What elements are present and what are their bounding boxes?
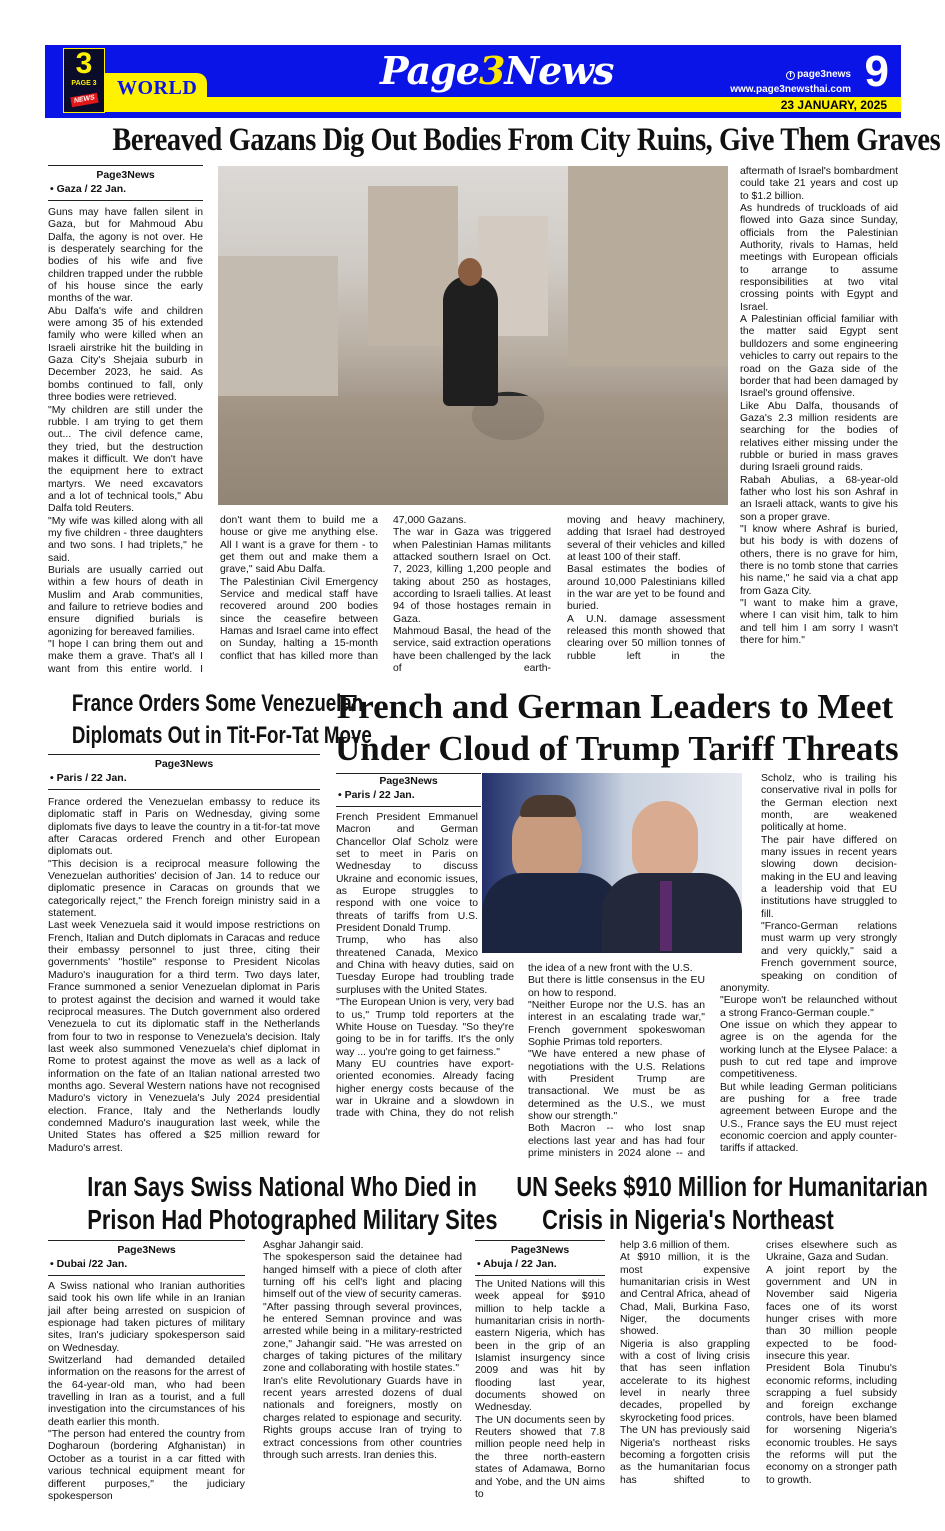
paragraph: "This decision is a reciprocal measure following the Venezuelan authorities' decision of Jan. 14 to reduce our diplomatic presence in Caracas on grounds that we categorically reject," the French foreign ministry said in a statement. xyxy=(48,858,320,920)
macron-headline-line-2: Under Cloud of Trump Tariff Threats xyxy=(335,729,899,768)
paragraph: Scholz, who is trailing his conservative rival in polls for the German election next month, are weakened politically at home. xyxy=(761,773,897,834)
iran-column-2 xyxy=(263,1240,462,1462)
byline-source: Page3News xyxy=(154,758,214,770)
image-spacer xyxy=(720,773,761,976)
paragraph: Like Abu Dalfa, thousands of Gaza's 2.3 million residents are searching for the bodies of relatives either missing under the rubble or buried in mass graves during Israeli ground raids. xyxy=(740,400,898,474)
paragraph: One issue on which they appear to agree is on the agenda for the working lunch at the Elysee Palace: a push to cut red tape and improve competitiveness. xyxy=(720,1019,897,1081)
gaza-column-2 xyxy=(220,515,378,663)
paragraph: "After passing through several provinces, he entered Semnan province and was arrested while being in a military-restricted zone," Jahangir said. "He was arrested on charges of taking pictures of the military zone and collaborating with hostile states." xyxy=(263,1301,462,1375)
paragraph: Switzerland had demanded detailed information on the reasons for the arrest of the 64-year-old man, who had been travelling in Iran as a tourist, and a full investigation into the circumstances of his death earlier this month. xyxy=(48,1355,245,1428)
byline-source: Page3News xyxy=(379,775,438,787)
logo-number: 3 xyxy=(75,47,93,80)
paragraph: The United Nations will this week appeal for $910 million to help tackle a humanitarian crisis in north-eastern Nigeria, which has been in the grip of an Islamist insurgency since 2009 and was hit by flooding last year, documents showed on Wednesday. xyxy=(475,1279,605,1414)
paragraph: Trump, who has also threatened Canada, Mexico and China with heavy duties, said on Tuesday Europe had troubling trade surpluses with the United States. xyxy=(336,935,514,996)
logo-news: NEWS xyxy=(70,93,98,108)
paragraph: don't want them to build me a house or give me anything else. All I want is a grave for them - to get them out and make them a grave," said Abu Dalfa. xyxy=(220,515,378,576)
gaza-rubble-photo xyxy=(218,166,728,505)
paragraph: The UN has previously said Nigeria's northeast risks becoming a forgotten crisis as the humanitarian focus has shifted to xyxy=(620,1425,750,1486)
gaza-column-5 xyxy=(740,166,898,647)
paragraph: "I hope I can bring them out and make them a grave. That's all I want from this entire world. I xyxy=(48,639,203,675)
issue-date: 23 JANUARY, 2025 xyxy=(780,98,887,112)
paragraph: "The person had entered the country from Dogharoun (bordering Afghanistan) in October as a tourist in a car fitted with various technical equipment meant for different purposes," the judiciary spokesperson xyxy=(48,1429,245,1502)
paragraph: The spokesperson said the detainee had hanged himself with a piece of cloth after turning off his cell's light and placing himself out of the view of security cameras. xyxy=(263,1252,462,1301)
paragraph: Abu Dalfa's wife and children were among 35 of his extended family who were killed when an Israeli airstrike hit the building in Gaza City's Shejaia suburb in December 2023, he said. As bombs continued to fall, only three bodies were retrieved. xyxy=(48,305,203,404)
macron-headline xyxy=(335,686,899,770)
paragraph: the idea of a new front with the U.S. xyxy=(528,963,693,974)
paragraph: A Palestinian official familiar with the matter said Egypt sent bulldozers and some engineering vehicles to carry out repairs to the road on the Gaza side of the border that had been damaged by Israel's ground offensive. xyxy=(740,314,898,400)
paragraph: Guns may have fallen silent in Gaza, but for Mahmoud Abu Dalfa, the agony is not over. He is desperately searching for the bodies of his wife and five children trapped under the rubble of his house since the early months of the war. xyxy=(48,207,203,305)
paragraph: "We have entered a new phase of negotiations with the U.S. Relations with President Trump are transactional. We must be as determined as the U.S., we must show our strength." xyxy=(528,1049,705,1123)
gaza-byline xyxy=(48,165,203,201)
macron-headline-line-1: French and German Leaders to Meet xyxy=(336,687,894,726)
masthead-3: 3 xyxy=(478,48,505,93)
gaza-headline-text: Bereaved Gazans Dig Out Bodies From City Ruins, Give Them Graves xyxy=(112,122,941,158)
paragraph: 47,000 Gazans. xyxy=(393,515,467,526)
paragraph: A Swiss national who Iranian authorities said took his own life while in an Iranian jail after being arrested on suspicion of espionage had taken pictures of military sites, Iran's judiciary spokesperson said on Wednesday. xyxy=(48,1281,245,1354)
page-number: 9 xyxy=(864,47,889,96)
paragraph: Many EU countries have export-oriented economies. Already facing higher energy costs because of the war in Ukraine and a slowdown in trade with China, they do not relish xyxy=(336,1058,514,1120)
gaza-column-1 xyxy=(48,207,203,676)
byline-dateline: • Paris / 22 Jan. xyxy=(338,789,415,801)
macron-byline xyxy=(336,773,481,807)
nigeria-headline-line-1: UN Seeks $910 Million for Humanitarian xyxy=(516,1171,928,1202)
iran-byline xyxy=(48,1240,245,1276)
macron-scholz-photo xyxy=(482,773,742,953)
paragraph: A joint report by the government and UN in November said Nigeria faces one of its worst hunger crises with more than 30 million people expected to be food-insecure this year. xyxy=(766,1264,897,1363)
section-label: WORLD xyxy=(105,73,207,103)
byline-source: Page3News xyxy=(117,1244,176,1256)
paragraph: "Franco-German relations must warm up very strongly and very quickly," said a French government source, speaking on condition of anonymity. xyxy=(720,921,897,994)
paragraph: Mahmoud Basal, the head of the service, said extraction operations have been challenged by the lack of earth- xyxy=(393,626,551,675)
gaza-column-4 xyxy=(567,515,725,663)
paragraph: aftermath of Israel's bombardment could take 21 years and cost up to $1.2 billion. xyxy=(740,166,898,202)
byline-source: Page3News xyxy=(96,169,155,181)
gaza-headline xyxy=(45,121,941,159)
byline-dateline: • Paris / 22 Jan. xyxy=(50,772,127,784)
nigeria-headline xyxy=(468,1170,928,1236)
paragraph: At $910 million, it is the most expensive humanitarian crisis in West and Central Africa, ahead of Chad, Mali, Burkina Faso, Niger, the documents showed. xyxy=(620,1252,750,1338)
paragraph: The war in Gaza was triggered when Palestinian Hamas militants attacked southern Israel on Oct. 7, 2023, killing 1,200 people and taking about 250 as hostages, according to Israeli tallies. At least 94 of those hostages remain in Gaza. xyxy=(393,527,551,625)
gaza-column-3 xyxy=(393,515,551,675)
paragraph: crises elsewhere such as Ukraine, Gaza and Sudan. xyxy=(766,1240,897,1264)
paragraph: Last week Venezuela said it would impose restrictions on French, Italian and Dutch diplomats in Caracas and reduce their embassy personnel to just three, citing their governments' "hostile" response to President Nicolas Maduro's inauguration for a third term. Two days later, France summoned a senior Venezuelan diplomat in Paris to protest against the decision and warned it would take reciprocal measures. The Dutch government also ordered Venezuela to cut its diplomatic staff in the Netherlands from four to two in response to Venezuela's decision. Italy last week also summoned Venezuela's chief diplomat in Rome to protest against the move as well as a lack of information on the fate of an Italian national arrested two months ago. Several Western nations have not recognised Maduro's victory in Venezuela's July 2024 presidential election. France, Italy and the Netherlands loudly condemned Maduro's inauguration last week, while the United States has offered a $25 million reward for Maduro's arrest. xyxy=(48,920,320,1154)
nigeria-headline-line-2: Crisis in Nigeria's Northeast xyxy=(542,1204,834,1235)
iran-headline-line-1: Iran Says Swiss National Who Died in xyxy=(87,1171,477,1202)
byline-dateline: • Gaza / 22 Jan. xyxy=(50,183,127,195)
iran-column-1 xyxy=(48,1281,245,1503)
logo-page: PAGE 3 xyxy=(71,80,97,87)
france-byline xyxy=(48,754,320,790)
france-headline-line-2: Diplomats Out in Tit-For-Tat Move xyxy=(71,722,372,749)
masthead-page: Page xyxy=(380,48,479,93)
paragraph: A U.N. damage assessment released this month showed that clearing over 50 million tonnes of rubble left in the xyxy=(567,613,725,662)
nigeria-byline xyxy=(475,1240,605,1276)
paragraph: Iran's elite Revolutionary Guards have in recent years arrested dozens of dual nationals and foreigners, mostly on charges related to espionage and security. Rights groups accuse Iran of trying to extract concessions from other countries through such arrests. Iran denies this. xyxy=(263,1375,462,1461)
iran-headline xyxy=(40,1170,498,1236)
paragraph: "I want to make him a grave, where I can visit him, talk to him and tell him I am sorry I wasn't there for him." xyxy=(740,598,898,647)
paragraph: "The European Union is very, very bad to us," Trump told reporters at the White House on Tuesday. "So they're going to be in for tariffs. It's the only way ... you're going to get fairness." xyxy=(336,997,514,1058)
france-headline xyxy=(40,688,372,752)
paragraph: "My wife was killed along with all my five children - three daughters and two sons. I had triplets," he said. xyxy=(48,515,203,564)
paragraph: "Europe won't be relaunched without a strong Franco-German couple." xyxy=(720,995,897,1019)
masthead-news: News xyxy=(504,48,614,93)
iran-headline-line-2: Prison Had Photographed Military Sites xyxy=(87,1204,498,1235)
paragraph: Rabah Abulias, a 68-year-old father who lost his son Ashraf in an Israeli attack, wants to give his son a proper grave. xyxy=(740,474,898,523)
paragraph: The Palestinian Civil Emergency Service and medical staff have recovered around 200 bodies since the ceasefire between Hamas and Israel came into effect on Sunday, halting a 15-month conflict that has killed more than xyxy=(220,576,378,662)
website: www.page3newsthai.com xyxy=(730,84,851,95)
facebook-icon: f xyxy=(786,71,795,80)
macron-column-3 xyxy=(720,773,897,1156)
page3-logo xyxy=(63,48,105,113)
paragraph: President Bola Tinubu's economic reforms, including scrapping a fuel subsidy and foreign exchange controls, have been blamed for worsening Nigeria's economic troubles. He says the reforms will put the economy on a stronger path to growth. xyxy=(766,1363,897,1486)
paragraph: French President Emmanuel Macron and German Chancellor Olaf Scholz were set to meet in Paris on Wednesday to discuss Ukraine and economic issues, as Europe struggles to respond with one voice to threats of tariffs from U.S. President Donald Trump. xyxy=(336,812,478,935)
macron-column-2 xyxy=(528,963,705,1161)
paragraph: Burials are usually carried out within a few hours of death in Muslim and Arab communities, and failure to retrieve bodies and ensure dignified burials is agonizing for bereaved families. xyxy=(48,564,203,638)
facebook-text: page3news xyxy=(797,69,851,80)
paragraph: moving and heavy machinery, adding that Israel had destroyed several of their vehicles and killed at least 100 of their staff. xyxy=(567,515,725,564)
page-header xyxy=(45,45,901,118)
nigeria-column-3 xyxy=(766,1240,897,1487)
paragraph: France ordered the Venezuelan embassy to reduce its diplomatic staff in Paris on Wednesday, giving some diplomats five days to leave the country in a tit-for-tat move after Caracas ordered French and other European diplomats out. xyxy=(48,797,320,858)
paragraph: As hundreds of truckloads of aid flowed into Gaza since Sunday, officials from the Palestinian Authority, rivals to Hamas, held meetings with European officials to arrange to assume responsibilities at two vital crossing points with Egypt and Israel. xyxy=(740,203,898,313)
france-body xyxy=(48,797,320,1155)
paragraph: Asghar Jahangir said. xyxy=(263,1240,364,1251)
paragraph: "My children are still under the rubble. I am trying to get them out... The civil defence came, they tried, but the destruction makes it difficult. We don't have the equipment here to extract martyrs. We need excavators and a lot of technical tools," Abu Dalfa told Reuters. xyxy=(48,404,203,515)
masthead xyxy=(380,49,613,93)
paragraph: "Neither Europe nor the U.S. has an interest in an escalating trade war," French government spokeswoman Sophie Primas told reporters. xyxy=(528,1000,705,1049)
paragraph: But there is little consensus in the EU on how to respond. xyxy=(528,975,705,999)
paragraph: Basal estimates the bodies of around 10,000 Palestinians killed in the war are yet to be found and buried. xyxy=(567,564,725,613)
paragraph: help 3.6 million of them. xyxy=(620,1240,730,1251)
paragraph: Nigeria is also grappling with a cost of living crisis that has seen inflation accelerate to its highest level in nearly three decades, propelled by skyrocketing food prices. xyxy=(620,1338,750,1424)
paragraph: But while leading German politicians are pushing for a free trade agreement between Europe and the U.S., France says the EU must reject economic coercion and apply counter-tariffs if attacked. xyxy=(720,1081,897,1155)
nigeria-column-1 xyxy=(475,1279,605,1501)
byline-dateline: • Dubai /22 Jan. xyxy=(50,1258,128,1270)
paragraph: The pair have differed on many issues in recent years slowing down decision-making in the EU and leaving a leadership void that EU institutions have struggled to fill. xyxy=(761,834,897,920)
facebook-handle xyxy=(786,69,851,81)
france-headline-line-1: France Orders Some Venezuelan xyxy=(71,690,364,717)
paragraph: "I know where Ashraf is buried, but his body is with dozens of others, there is no grave for him, there is no tomb stone that carries his name," he said via a chat app from Gaza City. xyxy=(740,523,898,597)
byline-source: Page3News xyxy=(510,1244,570,1256)
byline-dateline: • Abuja / 22 Jan. xyxy=(477,1258,557,1270)
paragraph: The UN documents seen by Reuters showed that 7.8 million people need help in the three north-eastern states of Adamawa, Borno and Yobe, and the UN aims to xyxy=(475,1414,605,1500)
paragraph: Both Macron -- who lost snap elections last year and has had four prime ministers in 2024 alone -- and xyxy=(528,1123,705,1160)
nigeria-column-2 xyxy=(620,1240,750,1487)
